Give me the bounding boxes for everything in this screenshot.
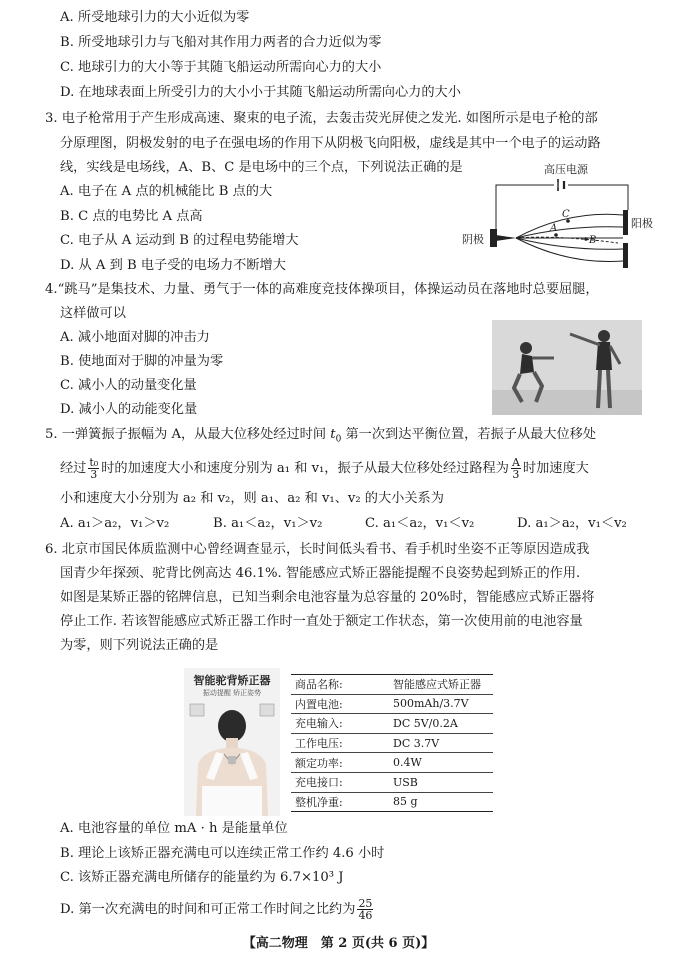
q3-stem-line1: 3. 电子枪常用于产生形成高速、聚束的电子流，去轰击荧光屏使之发光. 如图所示是电子枪的部 bbox=[45, 111, 598, 126]
q6-option-b: B. 理论上该矫正器充满电可以连续正常工作约 4.6 小时 bbox=[60, 846, 385, 861]
q5-text-2c: 时加速度大 bbox=[522, 461, 589, 476]
spec-key: 内置电池: bbox=[295, 697, 343, 711]
spec-key: 工作电压: bbox=[295, 737, 343, 751]
q3-option-a: A. 电子在 A 点的机械能比 B 点的大 bbox=[60, 184, 273, 199]
page-footer: 【高二物理 第 2 页(共 6 页)】 bbox=[242, 936, 435, 951]
spec-value: 智能感应式矫正器 bbox=[393, 678, 481, 692]
spec-key: 商品名称: bbox=[295, 678, 343, 692]
q3-option-b: B. C 点的电势比 A 点高 bbox=[60, 209, 203, 224]
q5-stem-line3: 小和速度大小分别为 a₂ 和 v₂，则 a₁、a₂ 和 v₁、v₂ 的大小关系为 bbox=[60, 491, 444, 506]
spec-value: USB bbox=[393, 775, 418, 789]
point-b-label: B bbox=[589, 235, 597, 246]
point-c-label: C bbox=[562, 209, 570, 220]
point-a-label: A bbox=[550, 223, 558, 234]
q3-option-d: D. 从 A 到 B 电子受的电场力不断增大 bbox=[60, 258, 286, 273]
product-title: 智能驼背矫正器 bbox=[193, 674, 271, 687]
q6-option-d bbox=[60, 898, 375, 921]
spec-row bbox=[291, 734, 493, 754]
q6-frac-den: 46 bbox=[358, 909, 373, 922]
spec-key: 额定功率: bbox=[295, 756, 343, 770]
person-back-illustration bbox=[184, 698, 280, 816]
q6-option-d-text: D. 第一次充满电的时间和可正常工作时间之比约为 bbox=[60, 902, 356, 917]
q4-stem-line2: 这样做可以 bbox=[60, 306, 126, 321]
q3-stem-line3: 线，实线是电场线，A、B、C 是电场中的三个点，下列说法正确的是 bbox=[60, 160, 463, 175]
q5-frac1-num: t₀ bbox=[89, 456, 99, 469]
q5-frac2-num: A bbox=[511, 456, 520, 469]
q5-option-a: A. a₁＞a₂，v₁＞v₂ bbox=[60, 516, 170, 531]
spec-key: 充电输入: bbox=[295, 717, 343, 731]
spec-row bbox=[291, 793, 493, 812]
q5-text-2b: 时的加速度大小和速度分别为 a₁ 和 v₁，振子从最大位移处经过路程为 bbox=[101, 461, 509, 476]
spec-key: 整机净重: bbox=[295, 795, 343, 809]
spec-value: 0.4W bbox=[393, 756, 422, 770]
spec-value: 500mAh/3.7V bbox=[393, 697, 469, 711]
q2-option-c: C. 地球引力的大小等于其随飞船运动所需向心力的大小 bbox=[60, 60, 382, 75]
electron-gun-figure bbox=[458, 155, 658, 270]
spec-row bbox=[291, 753, 493, 773]
spec-row bbox=[291, 675, 493, 695]
q5-text-1d: 第一次到达平衡位置，若振子从最大位移处 bbox=[341, 427, 597, 442]
spec-row bbox=[291, 773, 493, 793]
q5-text-2a: 经过 bbox=[60, 461, 87, 476]
spec-row bbox=[291, 695, 493, 715]
q5-t0-symbol: t bbox=[330, 427, 336, 442]
q6-stem-line4: 停止工作. 若该智能感应式矫正器工作时一直处于额定工作状态，第一次使用前的电池容量 bbox=[60, 614, 583, 629]
q6-option-d-fraction bbox=[357, 898, 373, 921]
q5-text-1a: 5. 一弹簧振子振幅为 A，从最大位移处经过时间 bbox=[45, 427, 331, 442]
q2-option-a: A. 所受地球引力的大小近似为零 bbox=[60, 10, 250, 25]
q6-option-c: C. 该矫正器充满电所储存的能量约为 6.7×10³ J bbox=[60, 870, 344, 885]
spec-value: 85 g bbox=[393, 795, 418, 809]
q4-option-c: C. 减小人的动量变化量 bbox=[60, 378, 197, 393]
q5-t0-subscript: 0 bbox=[335, 434, 342, 445]
q6-stem-line2: 国青少年探颈、驼背比例高达 46.1%. 智能感应式矫正器能提醒不良姿势起到矫正的作用. bbox=[60, 566, 581, 581]
spec-row bbox=[291, 714, 493, 734]
q4-option-b: B. 使地面对于脚的冲量为零 bbox=[60, 354, 224, 369]
q5-option-d: D. a₁＞a₂，v₁＜v₂ bbox=[517, 516, 627, 531]
q5-stem-line1 bbox=[45, 425, 596, 450]
spec-value: DC 3.7V bbox=[393, 736, 440, 750]
q4-stem-line1: 4.“跳马”是集技术、力量、勇气于一体的高难度竞技体操项目，体操运动员在落地时总要屈腿， bbox=[45, 282, 599, 297]
spec-key: 充电接口: bbox=[295, 776, 343, 790]
q5-fraction-t0-3 bbox=[88, 457, 99, 480]
q4-option-a: A. 减小地面对脚的冲击力 bbox=[60, 330, 210, 345]
gymnast-photo bbox=[492, 320, 642, 415]
q5-frac1-den: 3 bbox=[90, 468, 98, 481]
q3-stem-line2: 分原理图，阴极发射的电子在强电场的作用下从阴极飞向阳极，虚线是其中一个电子的运动路 bbox=[60, 136, 601, 151]
q5-frac2-den: 3 bbox=[512, 468, 520, 481]
q6-option-a: A. 电池容量的单位 mA · h 是能量单位 bbox=[60, 821, 288, 836]
q2-option-d: D. 在地球表面上所受引力的大小小于其随飞船运动所需向心力的大小 bbox=[60, 85, 461, 100]
q3-option-c: C. 电子从 A 运动到 B 的过程电势能增大 bbox=[60, 233, 299, 248]
q6-stem-line1: 6. 北京市国民体质监测中心曾经调查显示，长时间低头看书、看手机时坐姿不正等原因造成我 bbox=[45, 542, 590, 557]
spec-value: DC 5V/0.2A bbox=[393, 716, 458, 730]
q5-fraction-a-3 bbox=[511, 457, 521, 480]
posture-corrector-product-image bbox=[184, 668, 280, 816]
q6-frac-num: 25 bbox=[358, 897, 373, 910]
product-spec-table bbox=[291, 674, 493, 812]
product-subtitle: 振动提醒 矫正姿势 bbox=[202, 689, 262, 697]
power-label: 高压电源 bbox=[544, 163, 588, 176]
q4-option-d: D. 减小人的动能变化量 bbox=[60, 402, 198, 417]
cathode-label: 阴极 bbox=[462, 233, 484, 246]
q5-option-c: C. a₁＜a₂，v₁＜v₂ bbox=[365, 516, 475, 531]
q5-option-b: B. a₁＜a₂，v₁＞v₂ bbox=[213, 516, 323, 531]
q5-stem-line2 bbox=[60, 457, 589, 480]
q2-option-b: B. 所受地球引力与飞船对其作用力两者的合力近似为零 bbox=[60, 35, 382, 50]
anode-label: 阳极 bbox=[631, 217, 653, 230]
q6-stem-line5: 为零，则下列说法正确的是 bbox=[60, 638, 219, 653]
q6-stem-line3: 如图是某矫正器的铭牌信息，已知当剩余电池容量为总容量的 20%时，智能感应式矫正器将 bbox=[60, 590, 595, 605]
